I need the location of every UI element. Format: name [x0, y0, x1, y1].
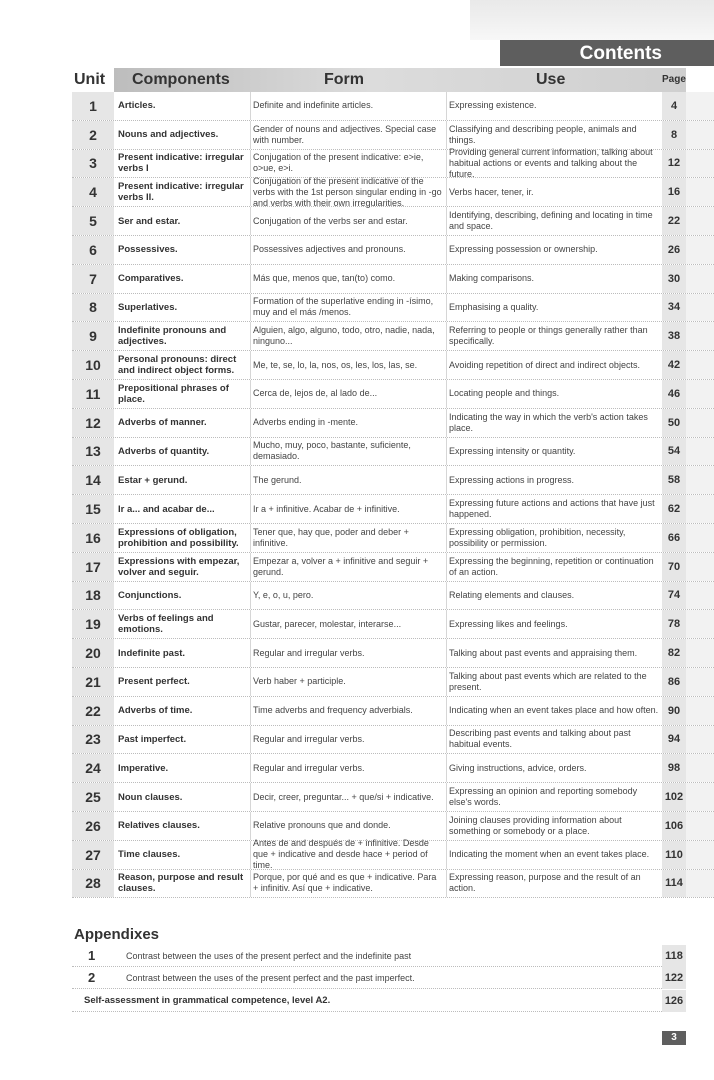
table-row[interactable]	[72, 524, 714, 553]
row-strip	[686, 697, 714, 725]
unit-page: 62	[662, 495, 686, 523]
unit-use: Classifying and describing people, animals and things.	[446, 121, 660, 149]
table-row[interactable]	[72, 726, 714, 755]
table-row[interactable]	[72, 294, 714, 323]
table-row[interactable]	[72, 147, 714, 179]
unit-number: 28	[72, 870, 114, 898]
unit-number: 24	[72, 754, 114, 782]
unit-form: Antes de and después de + infinitive. Desde que + indicative and desde hace + period of time.	[250, 841, 442, 869]
unit-component: Ser and estar.	[118, 215, 181, 227]
unit-use: Providing general current information, talking about habitual actions or events and talking about the future.	[446, 150, 660, 178]
header-use: Use	[536, 71, 566, 88]
unit-form: Y, e, o, u, pero.	[250, 582, 442, 610]
unit-page: 78	[662, 610, 686, 638]
table-row[interactable]	[72, 754, 714, 783]
unit-use: Indicating when an event takes place and how often.	[446, 697, 660, 725]
unit-component: Relatives clauses.	[118, 820, 200, 832]
unit-component: Superlatives.	[118, 301, 178, 313]
unit-page: 58	[662, 466, 686, 494]
unit-use: Expressing actions in progress.	[446, 466, 660, 494]
table-row[interactable]	[72, 870, 714, 899]
appendix-page: 122	[662, 967, 686, 989]
unit-component: Expressions with empezar, volver and seguir.	[118, 555, 240, 578]
table-row[interactable]	[72, 265, 714, 294]
table-row[interactable]	[72, 92, 714, 121]
unit-number: 8	[72, 294, 114, 322]
unit-number: 17	[72, 553, 114, 581]
self-assessment-text: Self-assessment in grammatical competence, level A2.	[84, 995, 331, 1006]
unit-component: Nouns and adjectives.	[118, 129, 219, 141]
table-row[interactable]	[72, 121, 714, 150]
header-components: Components	[132, 71, 230, 88]
row-strip	[686, 754, 714, 782]
unit-number: 16	[72, 524, 114, 552]
appendixes-title: Appendixes	[74, 926, 160, 943]
unit-form: Time adverbs and frequency adverbials.	[250, 697, 442, 725]
unit-page: 46	[662, 380, 686, 408]
unit-page: 50	[662, 409, 686, 437]
unit-number: 12	[72, 409, 114, 437]
unit-component: Present perfect.	[118, 676, 190, 688]
unit-form: Adverbs ending in -mente.	[250, 409, 442, 437]
unit-component: Ir a... and acabar de...	[118, 503, 215, 515]
unit-component: Time clauses.	[118, 849, 181, 861]
unit-page: 4	[662, 92, 686, 120]
unit-number: 19	[72, 610, 114, 638]
unit-number: 20	[72, 639, 114, 667]
table-row[interactable]	[72, 495, 714, 524]
unit-form: Mucho, muy, poco, bastante, suficiente, demasiado.	[250, 438, 442, 466]
unit-page: 106	[662, 812, 686, 840]
unit-use: Identifying, describing, defining and locating in time and space.	[446, 207, 660, 235]
table-row[interactable]	[72, 466, 714, 495]
unit-use: Expressing existence.	[446, 92, 660, 120]
unit-page: 82	[662, 639, 686, 667]
unit-number: 21	[72, 668, 114, 696]
unit-page: 30	[662, 265, 686, 293]
unit-use: Expressing reason, purpose and the result of an action.	[446, 870, 660, 898]
table-row[interactable]	[72, 697, 714, 726]
row-strip	[686, 380, 714, 408]
unit-component: Conjunctions.	[118, 589, 182, 601]
unit-component: Present indicative: irregular verbs I	[118, 152, 244, 175]
unit-number: 3	[72, 150, 114, 178]
header-decoration	[470, 0, 714, 40]
table-row[interactable]	[72, 207, 714, 236]
row-strip	[686, 639, 714, 667]
unit-page: 16	[662, 178, 686, 206]
self-assessment-row[interactable]	[72, 990, 686, 1012]
table-row[interactable]	[72, 639, 714, 668]
unit-number: 26	[72, 812, 114, 840]
table-row[interactable]	[72, 553, 714, 582]
table-row[interactable]	[72, 236, 714, 265]
unit-number: 5	[72, 207, 114, 235]
row-strip	[686, 466, 714, 494]
unit-number: 1	[72, 92, 114, 120]
unit-form: Cerca de, lejos de, al lado de...	[250, 380, 442, 408]
unit-component: Reason, purpose and result clauses.	[118, 872, 244, 895]
unit-number: 4	[72, 178, 114, 206]
contents-table	[72, 92, 714, 898]
unit-page: 42	[662, 351, 686, 379]
self-assessment-page: 126	[662, 990, 686, 1012]
unit-component: Past imperfect.	[118, 733, 187, 745]
unit-page: 102	[662, 783, 686, 811]
unit-number: 7	[72, 265, 114, 293]
unit-use: Talking about past events and appraising them.	[446, 639, 660, 667]
unit-number: 14	[72, 466, 114, 494]
unit-form: Definite and indefinite articles.	[250, 92, 442, 120]
contents-banner: Contents	[500, 40, 714, 66]
unit-form: Alguien, algo, alguno, todo, otro, nadie, nada, ninguno...	[250, 322, 442, 350]
unit-component: Personal pronouns: direct and indirect object forms.	[118, 354, 237, 377]
row-strip	[686, 524, 714, 552]
unit-use: Indicating the moment when an event takes place.	[446, 841, 660, 869]
unit-page: 110	[662, 841, 686, 869]
unit-page: 90	[662, 697, 686, 725]
unit-number: 6	[72, 236, 114, 264]
unit-form: Possessives adjectives and pronouns.	[250, 236, 442, 264]
unit-component: Noun clauses.	[118, 791, 183, 803]
unit-form: Ir a + infinitive. Acabar de + infinitive.	[250, 495, 442, 523]
unit-page: 54	[662, 438, 686, 466]
unit-form: Más que, menos que, tan(to) como.	[250, 265, 442, 293]
page-number: 3	[662, 1031, 686, 1045]
unit-number: 10	[72, 351, 114, 379]
unit-form: Gender of nouns and adjectives. Special case with number.	[250, 121, 442, 149]
unit-number: 15	[72, 495, 114, 523]
table-row[interactable]	[72, 783, 714, 812]
row-strip	[686, 121, 714, 149]
unit-form: Relative pronouns que and donde.	[250, 812, 442, 840]
unit-use: Joining clauses providing information about something or somebody or a place.	[446, 812, 660, 840]
unit-component: Indefinite past.	[118, 647, 186, 659]
unit-form: Regular and irregular verbs.	[250, 639, 442, 667]
unit-form: Me, te, se, lo, la, nos, os, les, los, las, se.	[250, 351, 442, 379]
unit-use: Expressing obligation, prohibition, necessity, possibility or permission.	[446, 524, 660, 552]
row-strip	[686, 294, 714, 322]
row-strip	[686, 783, 714, 811]
row-strip	[686, 178, 714, 206]
unit-number: 2	[72, 121, 114, 149]
unit-form: Conjugation of the verbs ser and estar.	[250, 207, 442, 235]
row-strip	[686, 409, 714, 437]
table-row[interactable]	[72, 322, 714, 351]
unit-page: 70	[662, 553, 686, 581]
unit-use: Locating people and things.	[446, 380, 660, 408]
appendix-page: 118	[662, 945, 686, 967]
table-row[interactable]	[72, 582, 714, 611]
unit-page: 22	[662, 207, 686, 235]
table-row[interactable]	[72, 812, 714, 841]
appendix-text: Contrast between the uses of the present perfect and the indefinite past	[126, 951, 412, 961]
row-strip	[686, 582, 714, 610]
unit-page: 66	[662, 524, 686, 552]
unit-use: Talking about past events which are related to the present.	[446, 668, 660, 696]
unit-form: Regular and irregular verbs.	[250, 726, 442, 754]
unit-component: Indefinite pronouns and adjectives.	[118, 325, 227, 348]
unit-form: The gerund.	[250, 466, 442, 494]
unit-page: 86	[662, 668, 686, 696]
unit-number: 11	[72, 380, 114, 408]
appendix-row[interactable]	[72, 945, 686, 967]
unit-form: Tener que, hay que, poder and deber + infinitive.	[250, 524, 442, 552]
header-form: Form	[324, 71, 364, 88]
unit-component: Expressions of obligation, prohibition and possibility.	[118, 526, 239, 549]
unit-component: Prepositional phrases of place.	[118, 382, 229, 405]
table-row[interactable]	[72, 409, 714, 438]
unit-page: 74	[662, 582, 686, 610]
table-row[interactable]	[72, 838, 714, 871]
row-strip	[686, 495, 714, 523]
unit-page: 8	[662, 121, 686, 149]
row-strip	[686, 841, 714, 869]
row-strip	[686, 870, 714, 898]
unit-form: Conjugation of the present indicative of the verbs with the 1st person singular ending in -go and verbs with their own irregularities.	[250, 178, 442, 206]
unit-use: Verbs hacer, tener, ir.	[446, 178, 660, 206]
appendix-number: 1	[88, 948, 96, 963]
unit-form: Verb haber + participle.	[250, 668, 442, 696]
unit-number: 18	[72, 582, 114, 610]
unit-use: Avoiding repetition of direct and indirect objects.	[446, 351, 660, 379]
unit-component: Possessives.	[118, 244, 178, 256]
appendix-text: Contrast between the uses of the present perfect and the past imperfect.	[126, 973, 415, 983]
unit-form: Formation of the superlative ending in -ísimo, muy and el más /menos.	[250, 294, 442, 322]
row-strip	[686, 812, 714, 840]
unit-form: Conjugation of the present indicative: e>ie, o>ue, e>i.	[250, 150, 442, 178]
unit-use: Expressing possession or ownership.	[446, 236, 660, 264]
unit-use: Expressing future actions and actions that have just happened.	[446, 495, 660, 523]
table-row[interactable]	[72, 351, 714, 380]
row-strip	[686, 610, 714, 638]
unit-form: Gustar, parecer, molestar, interarse...	[250, 610, 442, 638]
unit-page: 94	[662, 726, 686, 754]
unit-use: Making comparisons.	[446, 265, 660, 293]
table-row[interactable]	[72, 438, 714, 467]
row-strip	[686, 207, 714, 235]
unit-component: Present indicative: irregular verbs II.	[118, 181, 244, 204]
unit-number: 23	[72, 726, 114, 754]
row-strip	[686, 150, 714, 178]
appendix-number: 2	[88, 970, 96, 985]
unit-component: Adverbs of manner.	[118, 417, 207, 429]
unit-component: Estar + gerund.	[118, 474, 188, 486]
unit-component: Comparatives.	[118, 273, 184, 285]
unit-page: 12	[662, 150, 686, 178]
unit-number: 27	[72, 841, 114, 869]
unit-page: 26	[662, 236, 686, 264]
row-strip	[686, 438, 714, 466]
row-strip	[686, 265, 714, 293]
unit-component: Adverbs of quantity.	[118, 445, 210, 457]
unit-use: Expressing an opinion and reporting somebody else's words.	[446, 783, 660, 811]
unit-use: Expressing the beginning, repetition or continuation of an action.	[446, 553, 660, 581]
unit-use: Emphasising a quality.	[446, 294, 660, 322]
unit-component: Verbs of feelings and emotions.	[118, 613, 214, 636]
unit-use: Expressing intensity or quantity.	[446, 438, 660, 466]
unit-number: 25	[72, 783, 114, 811]
unit-page: 98	[662, 754, 686, 782]
unit-use: Indicating the way in which the verb's action takes place.	[446, 409, 660, 437]
table-header	[72, 68, 714, 92]
unit-use: Describing past events and talking about past habitual events.	[446, 726, 660, 754]
unit-number: 13	[72, 438, 114, 466]
unit-use: Relating elements and clauses.	[446, 582, 660, 610]
table-row[interactable]	[72, 610, 714, 639]
unit-form: Porque, por qué and es que + indicative. Para + infinitiv. Así que + indicative.	[250, 870, 442, 898]
unit-use: Giving instructions, advice, orders.	[446, 754, 660, 782]
unit-component: Adverbs of time.	[118, 705, 193, 717]
row-strip	[686, 726, 714, 754]
unit-component: Articles.	[118, 100, 156, 112]
unit-component: Imperative.	[118, 762, 169, 774]
row-strip	[686, 668, 714, 696]
row-strip	[686, 236, 714, 264]
unit-page: 34	[662, 294, 686, 322]
table-row[interactable]	[72, 175, 714, 208]
header-unit: Unit	[74, 71, 106, 88]
unit-form: Regular and irregular verbs.	[250, 754, 442, 782]
unit-page: 114	[662, 870, 686, 898]
row-strip	[686, 351, 714, 379]
table-row[interactable]	[72, 668, 714, 697]
unit-number: 9	[72, 322, 114, 350]
row-strip	[686, 322, 714, 350]
table-row[interactable]	[72, 380, 714, 409]
unit-page: 38	[662, 322, 686, 350]
unit-form: Decir, creer, preguntar... + que/si + indicative.	[250, 783, 442, 811]
header-page: Page	[662, 74, 686, 85]
row-strip	[686, 92, 714, 120]
unit-use: Expressing likes and feelings.	[446, 610, 660, 638]
unit-use: Referring to people or things generally rather than specifically.	[446, 322, 660, 350]
unit-form: Empezar a, volver a + infinitive and seguir + gerund.	[250, 553, 442, 581]
appendix-row[interactable]	[72, 967, 686, 989]
row-strip	[686, 553, 714, 581]
unit-number: 22	[72, 697, 114, 725]
